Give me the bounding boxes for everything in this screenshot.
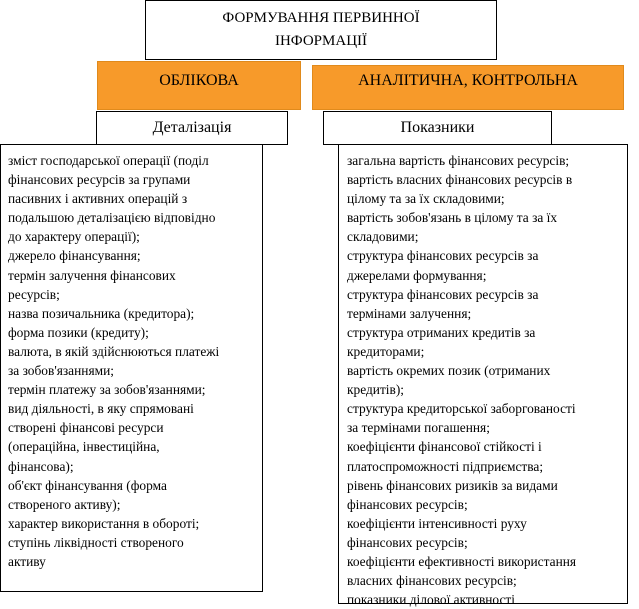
detailing-subheader: Деталізація [96, 111, 288, 145]
list-item-line: валюта, в якій здійснюються платежі [8, 343, 220, 359]
list-item-line: зміст господарської операції (поділ [8, 153, 209, 168]
indicators-list [338, 144, 628, 608]
list-item-line: коефіцієнти ефективності використання [347, 553, 577, 569]
list-item-line: джерелами формування; [347, 267, 487, 283]
title-line-1: ФОРМУВАННЯ ПЕРВИННОЇ [222, 10, 420, 26]
list-item-line: активу [8, 553, 46, 569]
list-item-line: коефіцієнти фінансової стійкості і [347, 439, 542, 455]
list-item-line: структура кредиторської заборгованості [347, 401, 576, 417]
list-item-line: коефіцієнти інтенсивності руху [347, 515, 527, 531]
list-item-line: джерело фінансування; [8, 248, 141, 264]
title-line-2: ІНФОРМАЦІЇ [274, 33, 368, 49]
list-item-line: форма позики (кредиту); [8, 324, 149, 340]
list-item-line: характер використання в обороті; [8, 515, 200, 531]
list-item-line: рівень фінансових ризиків за видами [347, 477, 558, 493]
list-item-line: ступінь ліквідності створеного [8, 534, 184, 550]
list-item-line: об'єкт фінансування (форма [8, 477, 167, 493]
list-item-line: фінансових ресурсів; [347, 496, 468, 512]
detailing-list [0, 144, 263, 592]
list-item-line: створеного активу); [8, 496, 121, 512]
list-item-line: назва позичальника (кредитора); [8, 305, 195, 321]
list-item-line: структура фінансових ресурсів за [347, 248, 539, 264]
list-item-line: структура отриманих кредитів за [347, 324, 536, 340]
list-item-line: термінами залучення; [347, 305, 472, 321]
accounting-header-box: ОБЛІКОВА [97, 61, 301, 110]
list-item-line: вартість власних фінансових ресурсів в [347, 172, 573, 188]
list-item-line: цілому та за їх складовими; [347, 191, 505, 207]
list-item-line: складовими; [347, 229, 419, 245]
list-item-line: пасивних і активних операцій з [8, 191, 188, 207]
list-item-line: власних фінансових ресурсів; [347, 573, 517, 589]
list-item-line: за термінами погашення; [347, 420, 490, 436]
list-item-line: створені фінансові ресурси [8, 420, 164, 436]
list-item-line: фінансових ресурсів; [347, 534, 468, 550]
list-item-line: ресурсів; [8, 286, 60, 302]
list-item-line: вартість зобов'язань в цілому та за їх [347, 210, 558, 226]
list-item-line: за зобов'язаннями; [8, 363, 114, 379]
list-item-line: структура фінансових ресурсів за [347, 286, 539, 302]
list-item-line: загальна вартість фінансових ресурсів; [347, 153, 570, 168]
list-item-line: подальшою деталізацією відповідно [8, 210, 216, 226]
diagram-title-box [145, 0, 497, 60]
list-item-line: кредитів); [347, 382, 405, 398]
list-item-line: фінансова); [8, 458, 74, 474]
list-item-line: вид діяльності, в яку спрямовані [8, 401, 194, 417]
indicators-subheader: Показники [323, 111, 552, 145]
list-item-line: до характеру операції); [8, 229, 140, 245]
list-item-line: термін платежу за зобов'язаннями; [8, 382, 206, 398]
list-item-line: фінансових ресурсів за групами [8, 172, 191, 188]
list-item-line: кредиторами; [347, 343, 425, 359]
list-item-line: (операційна, інвестиційна, [8, 439, 160, 455]
list-item-line: вартість окремих позик (отриманих [347, 363, 551, 379]
list-item-line: показники ділової активності [347, 592, 515, 608]
list-item-line: термін залучення фінансових [8, 267, 176, 283]
analytical-header-box: АНАЛІТИЧНА, КОНТРОЛЬНА [312, 65, 624, 110]
list-item-line: платоспроможності підприємства; [347, 458, 544, 474]
